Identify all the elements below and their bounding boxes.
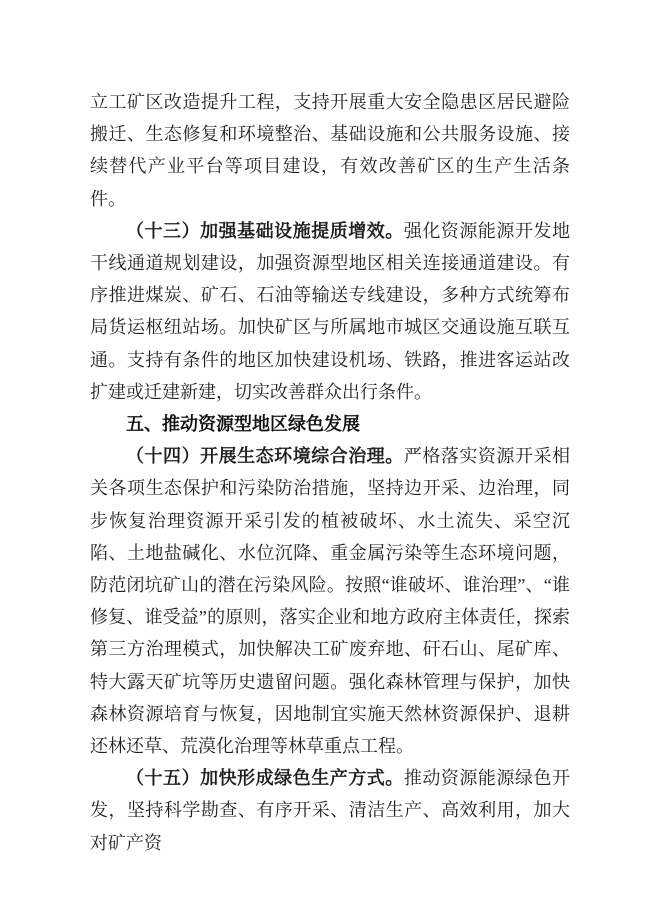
paragraph-item-14-body: 严格落实资源开采相关各项生态保护和污染防治措施，坚持边开采、边治理，同步恢复治理资源开采引发的植被破坏、水土流失、采空沉陷、土地盐碱化、水位沉降、重金属污染等生态环境问题，防范闭坑矿山的潜在污染风险。按照“谁破坏、谁治理”、“谁修复、谁受益”的原则，落实企业和地方政府主体责任，探索第三方治理模式，加快解决工矿废弃地、矸石山、尾矿库、特大露天矿坑等历史遗留问题。强化森林管理与保护，加快森林资源培育与恢复，因地制宜实施天然林资源保护、退耕还林还草、荒漠化治理等林草重点工程。 — [90, 446, 571, 757]
paragraph-item-13-body: 强化资源能源开发地干线通道规划建设，加强资源型地区相关连接通道建设。有序推进煤炭、矿石、石油等输送专线建设，多种方式统筹布局货运枢纽站场。加快矿区与所属地市城区交通设施互联互通。支持有条件的地区加快建设机场、铁路，推进客运站改扩建或迁建新建，切实改善群众出行条件。 — [90, 220, 571, 402]
section-heading-text: 五、推动资源型地区绿色发展 — [126, 414, 360, 435]
paragraph-item-13 — [90, 215, 570, 408]
paragraph-item-14 — [90, 440, 570, 762]
paragraph-text: 立工矿区改造提升工程，支持开展重大安全隐患区居民避险搬迁、生态修复和环境整治、基础设施和公共服务设施、接续替代产业平台等项目建设，有效改善矿区的生产生活条件。 — [90, 92, 570, 209]
paragraph-item-15-body: 推动资源能源绿色开发，坚持科学勘查、有序开采、清洁生产、高效利用，加大对矿产资 — [90, 768, 571, 853]
section-heading-5 — [90, 408, 570, 440]
paragraph-item-15 — [90, 762, 570, 859]
paragraph-continuation — [90, 86, 570, 215]
paragraph-item-14-lead: （十四）开展生态环境综合治理。 — [126, 446, 404, 467]
paragraph-item-13-lead: （十三）加强基础设施提质增效。 — [126, 220, 404, 241]
paragraph-item-15-lead: （十五）加快形成绿色生产方式。 — [126, 768, 404, 789]
